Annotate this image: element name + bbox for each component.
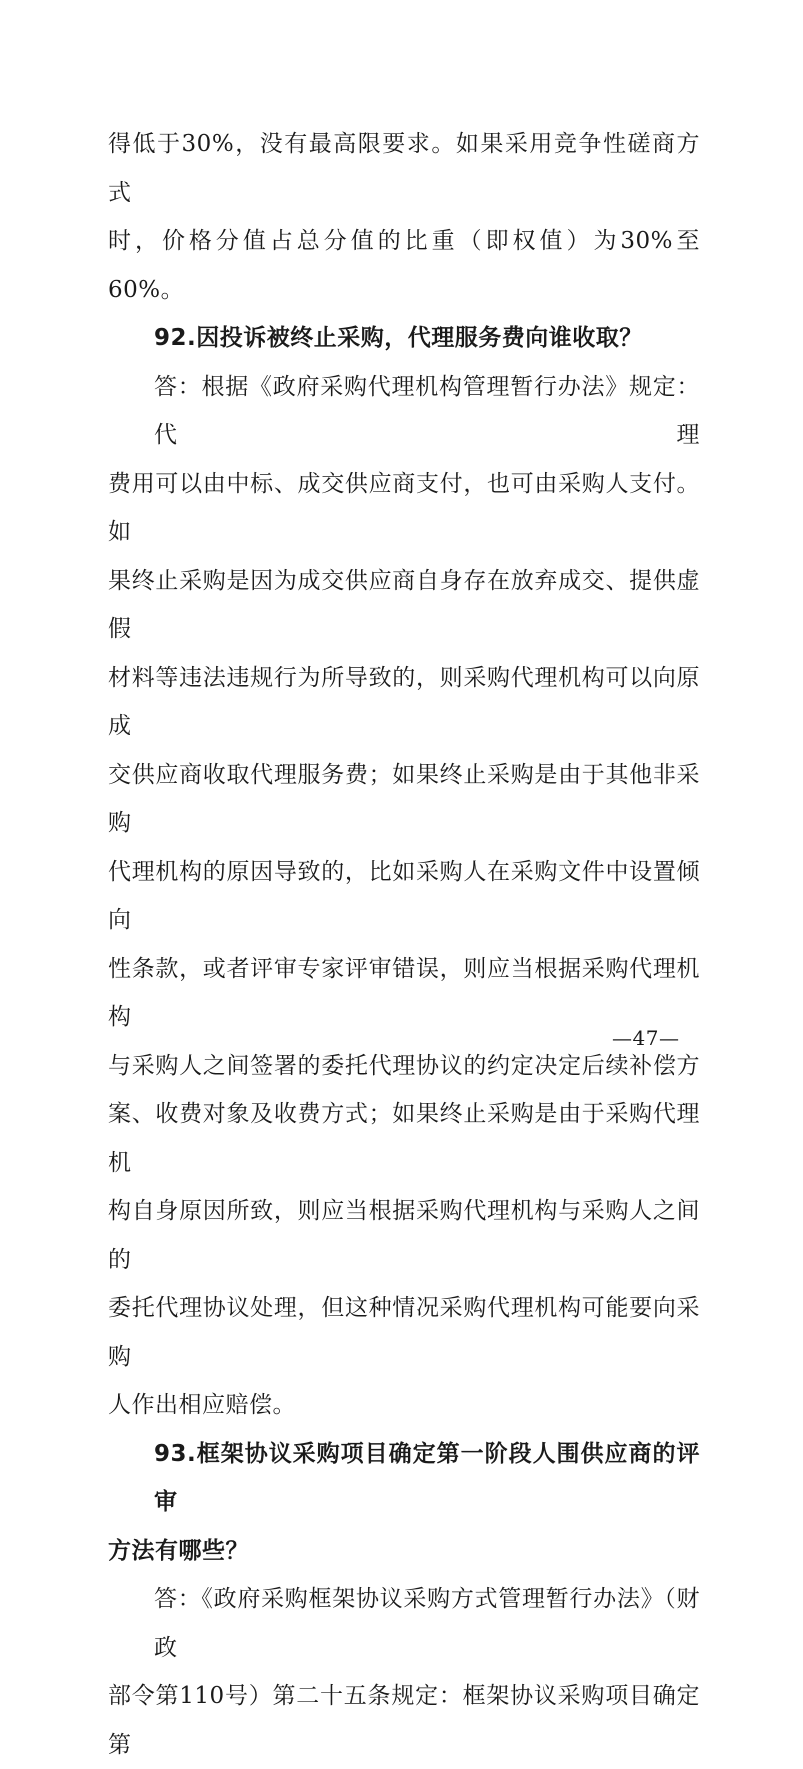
text-line: 费用可以由中标、成交供应商支付，也可由采购人支付。如 xyxy=(108,470,700,545)
text-line: 答：根据《政府采购代理机构管理暂行办法》规定：代理 xyxy=(154,373,700,448)
text-line: 部令第110号）第二十五条规定：框架协议采购项目确定第 xyxy=(108,1683,700,1758)
text-line: 案、收费对象及收费方式；如果终止采购是由于采购代理机 xyxy=(108,1101,700,1176)
question-heading-93 xyxy=(108,1430,700,1576)
text-line: 得低于30%，没有最高限要求。如果采用竞争性磋商方式 xyxy=(108,131,700,206)
text-line: 委托代理协议处理，但这种情况采购代理机构可能要向采购 xyxy=(108,1295,700,1370)
text-line: 答：《政府采购框架协议采购方式管理暂行办法》（财政 xyxy=(154,1586,700,1661)
text-line: 材料等违法违规行为所导致的，则采购代理机构可以向原成 xyxy=(108,664,700,739)
answer-paragraph-93 xyxy=(108,1575,700,1769)
text-line: 与采购人之间签署的委托代理协议的约定决定后续补偿方 xyxy=(108,1052,700,1079)
page-number: —47— xyxy=(612,1026,680,1050)
text-line: 构自身原因所致，则应当根据采购代理机构与采购人之间的 xyxy=(108,1198,700,1273)
text-line: 代理机构的原因导致的，比如采购人在采购文件中设置倾向 xyxy=(108,858,700,933)
text-line: 交供应商收取代理服务费；如果终止采购是由于其他非采购 xyxy=(108,761,700,836)
heading-line: 92.因投诉被终止采购，代理服务费向谁收取？ xyxy=(154,325,643,351)
text-line: 性条款，或者评审专家评审错误，则应当根据采购代理机构 xyxy=(108,955,700,1030)
heading-line: 方法有哪些？ xyxy=(108,1537,249,1564)
paragraph-price-weight xyxy=(108,120,700,314)
text-line: 果终止采购是因为成交供应商自身存在放弃成交、提供虚假 xyxy=(108,567,700,642)
text-line: 时，价格分值占总分值的比重（即权值）为30%至60%。 xyxy=(108,228,700,303)
question-heading-92 xyxy=(108,314,700,363)
document-page xyxy=(108,120,700,1769)
text-line: 人作出相应赔偿。 xyxy=(108,1392,296,1418)
answer-paragraph-92 xyxy=(108,363,700,1430)
heading-line: 93.框架协议采购项目确定第一阶段人围供应商的评审 xyxy=(154,1440,700,1515)
